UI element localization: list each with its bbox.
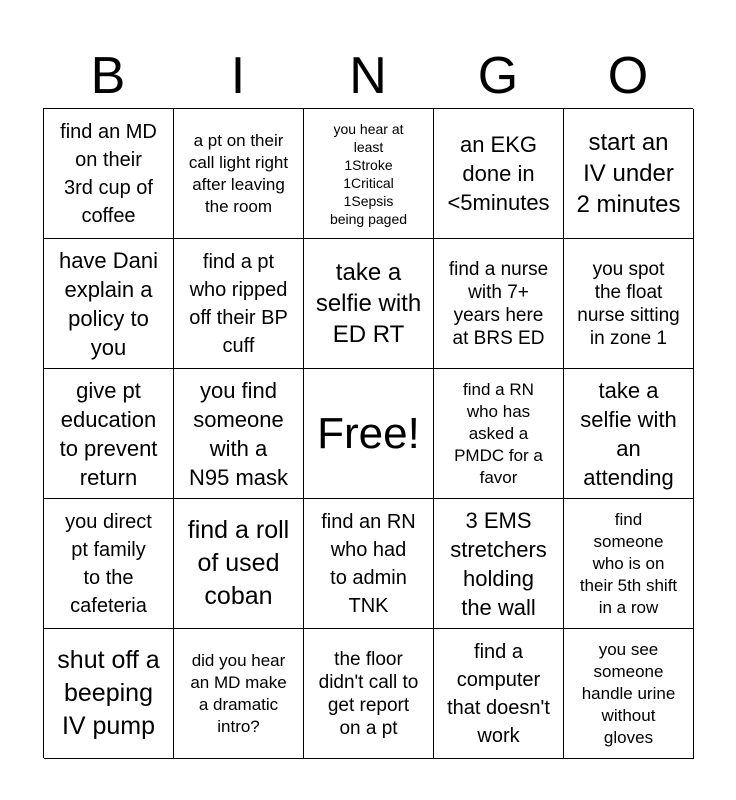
cell-text: a pt on their call light right after leaving the room xyxy=(188,130,289,216)
header-letter-n: N xyxy=(349,47,387,105)
header-letter-o: O xyxy=(607,47,649,105)
cell-text: the floor didn't call to get report on a pt xyxy=(318,648,419,739)
cell-text: you find someone with a N95 mask xyxy=(188,377,289,490)
bingo-cell-r4-c4[interactable] xyxy=(434,499,564,629)
bingo-cell-free[interactable] xyxy=(304,369,434,499)
bingo-cell-r2-c5[interactable] xyxy=(564,239,694,369)
bingo-cell-r1-c5[interactable] xyxy=(564,109,694,239)
cell-text: find a pt who ripped off their BP cuff xyxy=(189,250,288,357)
bingo-cell-r4-c2[interactable] xyxy=(174,499,304,629)
bingo-cell-r5-c2[interactable] xyxy=(174,629,304,759)
cell-text: you see someone handle urine without gloves xyxy=(581,639,676,747)
header-letter-g: G xyxy=(477,47,519,105)
cell-text: give pt education to prevent return xyxy=(59,377,158,490)
cell-text: did you hear an MD make a dramatic intro? xyxy=(190,650,287,736)
header-letter-i: I xyxy=(230,47,246,105)
bingo-cell-r2-c4[interactable] xyxy=(434,239,564,369)
bingo-cell-r2-c2[interactable] xyxy=(174,239,304,369)
cell-text: find an MD on their 3rd cup of coffee xyxy=(60,120,157,227)
cell-text: 3 EMS stretchers holding the wall xyxy=(450,507,547,620)
bingo-header xyxy=(43,44,693,108)
cell-text: shut off a beeping IV pump xyxy=(57,646,160,740)
bingo-cell-r5-c5[interactable] xyxy=(564,629,694,759)
cell-text: you hear at least 1Stroke 1Critical 1Sepsis being paged xyxy=(329,120,408,227)
bingo-cell-r2-c1[interactable] xyxy=(44,239,174,369)
bingo-cell-r5-c4[interactable] xyxy=(434,629,564,759)
cell-text: find a nurse with 7+ years here at BRS ED xyxy=(448,258,549,349)
cell-text: take a selfie with an attending xyxy=(580,377,677,490)
bingo-cell-r1-c2[interactable] xyxy=(174,109,304,239)
bingo-cell-r1-c1[interactable] xyxy=(44,109,174,239)
cell-text: take a selfie with ED RT xyxy=(315,259,422,348)
cell-text: you spot the float nurse sitting in zone 1 xyxy=(577,258,680,349)
cell-text: start an IV under 2 minutes xyxy=(576,129,681,218)
bingo-cell-r3-c4[interactable] xyxy=(434,369,564,499)
bingo-cell-r2-c3[interactable] xyxy=(304,239,434,369)
cell-text: find a RN who has asked a PMDC for a favor xyxy=(454,379,543,487)
bingo-cell-r5-c3[interactable] xyxy=(304,629,434,759)
bingo-cell-r1-c3[interactable] xyxy=(304,109,434,239)
header-letter-b: B xyxy=(90,47,126,105)
cell-text: find someone who is on their 5th shift in a row xyxy=(579,509,678,617)
cell-text: have Dani explain a policy to you xyxy=(58,247,159,360)
bingo-cell-r4-c1[interactable] xyxy=(44,499,174,629)
cell-text: an EKG done in <5minutes xyxy=(447,132,550,215)
bingo-cell-r1-c4[interactable] xyxy=(434,109,564,239)
cell-text: you direct pt family to the cafeteria xyxy=(65,510,152,617)
cell-text: find a roll of used coban xyxy=(187,516,290,610)
bingo-grid xyxy=(43,108,693,758)
cell-text: find an RN who had to admin TNK xyxy=(321,510,416,617)
bingo-cell-r5-c1[interactable] xyxy=(44,629,174,759)
bingo-cell-r4-c5[interactable] xyxy=(564,499,694,629)
bingo-cell-r4-c3[interactable] xyxy=(304,499,434,629)
bingo-cell-r3-c5[interactable] xyxy=(564,369,694,499)
bingo-cell-r3-c2[interactable] xyxy=(174,369,304,499)
cell-text: find a computer that doesn't work xyxy=(447,640,550,747)
free-space-text: Free! xyxy=(317,408,420,458)
bingo-cell-r3-c1[interactable] xyxy=(44,369,174,499)
